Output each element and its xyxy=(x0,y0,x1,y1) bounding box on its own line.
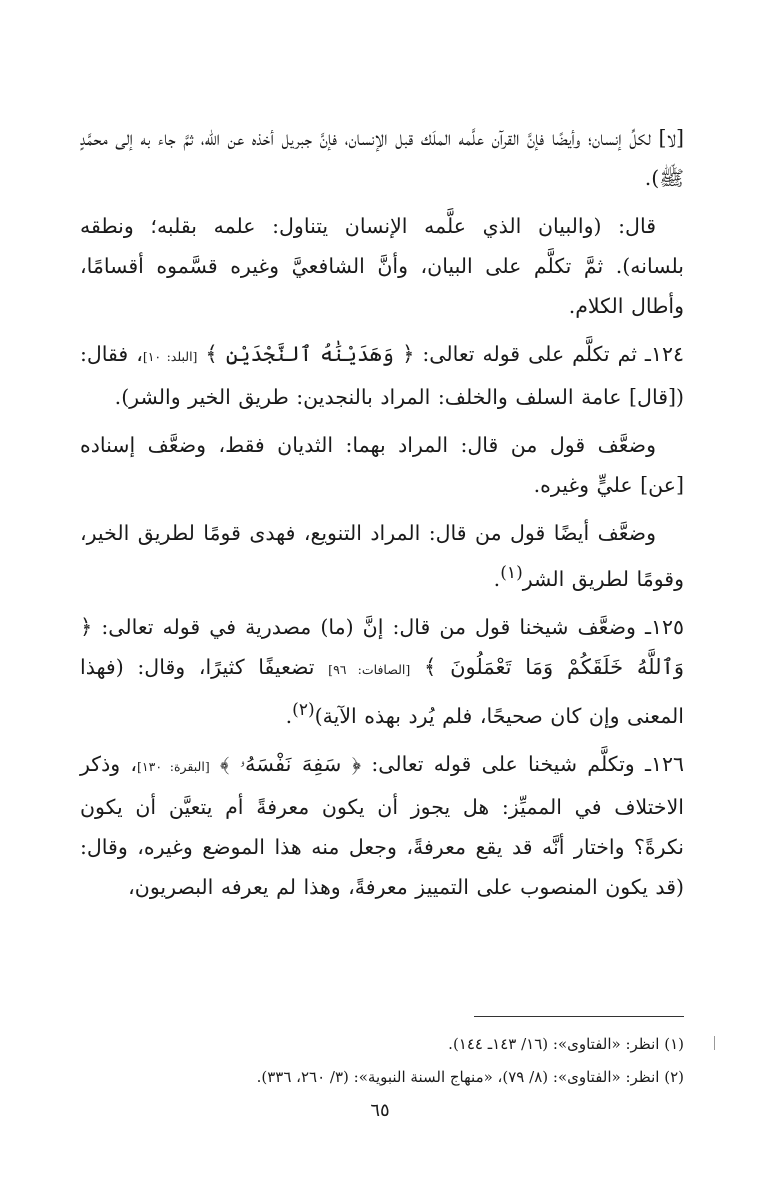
surah-reference-balad: [البلد: ١٠] xyxy=(142,349,198,364)
paragraph-124-lead: ١٢٤ـ ثم تكلَّم على قوله تعالى: xyxy=(414,342,684,366)
paragraph-2-text: قال: (والبيان الذي علَّمه الإنسان يتناول: علمه بقلبه؛ ونطقه بلسانه). ثمَّ تكلَّم على البيان، وأنَّ الشافعيَّ وغيره قسَّموه أقسامًا، وأطال الكلام. xyxy=(80,214,684,318)
surah-reference-saffat: [الصافات: ٩٦] xyxy=(328,661,411,677)
quran-verse-baqara: ﴿ سَفِهَ نَفْسَهُۥ ﴾ xyxy=(219,751,362,776)
paragraph-2 xyxy=(80,206,684,326)
paragraph-5-text: وضعَّف أيضًا قول من قال: المراد التنويع، فهدى قومًا لطريق الخير، وقومًا لطريق الشر xyxy=(80,521,684,591)
footnote-marker-2: (٢) xyxy=(292,699,315,720)
paragraph-125-lead: ١٢٥ـ وضعَّف شيخنا قول من قال: إنَّ (ما) مصدرية في قوله تعالى: xyxy=(92,614,684,639)
quran-verse-balad: ﴿ وَهَدَيْنَٰهُ ٱلنَّجْدَيْنِ ﴾ xyxy=(205,342,415,366)
paragraph-5 xyxy=(80,513,684,599)
quran-verse-saffat: ﴿ وَٱللَّهُ خَلَقَكُمْ وَمَا تَعْمَلُونَ ﴾ xyxy=(80,614,684,679)
footnote-divider xyxy=(474,1016,684,1017)
paragraph-5-end: . xyxy=(493,566,501,591)
page-number: ٦٥ xyxy=(370,1100,390,1121)
margin-mark xyxy=(714,1036,715,1050)
paragraph-4 xyxy=(80,425,684,505)
paragraph-4-text: وضعَّف قول من قال: المراد بهما: الثديان فقط، وضعَّف إسناده [عن] عليٍّ وغيره. xyxy=(80,433,684,497)
paragraph-125-rest: تضعيفًا كثيرًا، وقال: (فهذا المعنى وإن كان صحيحًا، فلم يُرد بهذه الآية) xyxy=(80,654,684,728)
paragraph-126-lead: ١٢٦ـ وتكلَّم شيخنا على قوله تعالى: xyxy=(361,751,684,776)
footnotes xyxy=(80,1028,684,1094)
paragraph-1-text: [لا] لكلِّ إنسان؛ وأيضًا فإنَّ القرآن علَّمه الملَك قبل الإنسان، فإنَّ جبريل أخذه عن الله، ثمَّ جاء به إلى محمَّدٍ ﷺ). xyxy=(80,126,684,190)
paragraph-124-rest: ، فقال: ([قال] عامة السلف والخلف: المراد بالنجدين: طريق الخير والشر). xyxy=(80,342,684,409)
paragraph-1 xyxy=(80,118,684,198)
paragraph-125-end: . xyxy=(285,703,293,728)
footnote-marker-1: (١) xyxy=(500,563,523,583)
footnote-1: (١) انظر: «الفتاوى»: (١٦/ ١٤٣ـ ١٤٤). xyxy=(448,1035,684,1053)
main-text xyxy=(80,118,684,915)
paragraph-124 xyxy=(80,334,684,417)
surah-reference-baqara: [البقرة: ١٣٠] xyxy=(137,758,210,774)
paragraph-126 xyxy=(80,744,684,907)
paragraph-125 xyxy=(80,607,684,736)
paragraph-126-rest: ، وذكر الاختلاف في المميِّز: هل يجوز أن يكون معرفةً أم يتعيَّن أن يكون نكرةً؟ واختار أنَّه قد يقع معرفةً، وجعل منه هذا الموضع وغيره، وقال: (قد يكون المنصوب على التمييز معرفةً، وهذا لم يعرفه البصريون، xyxy=(80,751,684,899)
footnote-2: (٢) انظر: «الفتاوى»: (٨/ ٧٩)، «منهاج السنة النبوية»: (٣/ ٢٦٠، ٣٣٦). xyxy=(256,1068,684,1086)
